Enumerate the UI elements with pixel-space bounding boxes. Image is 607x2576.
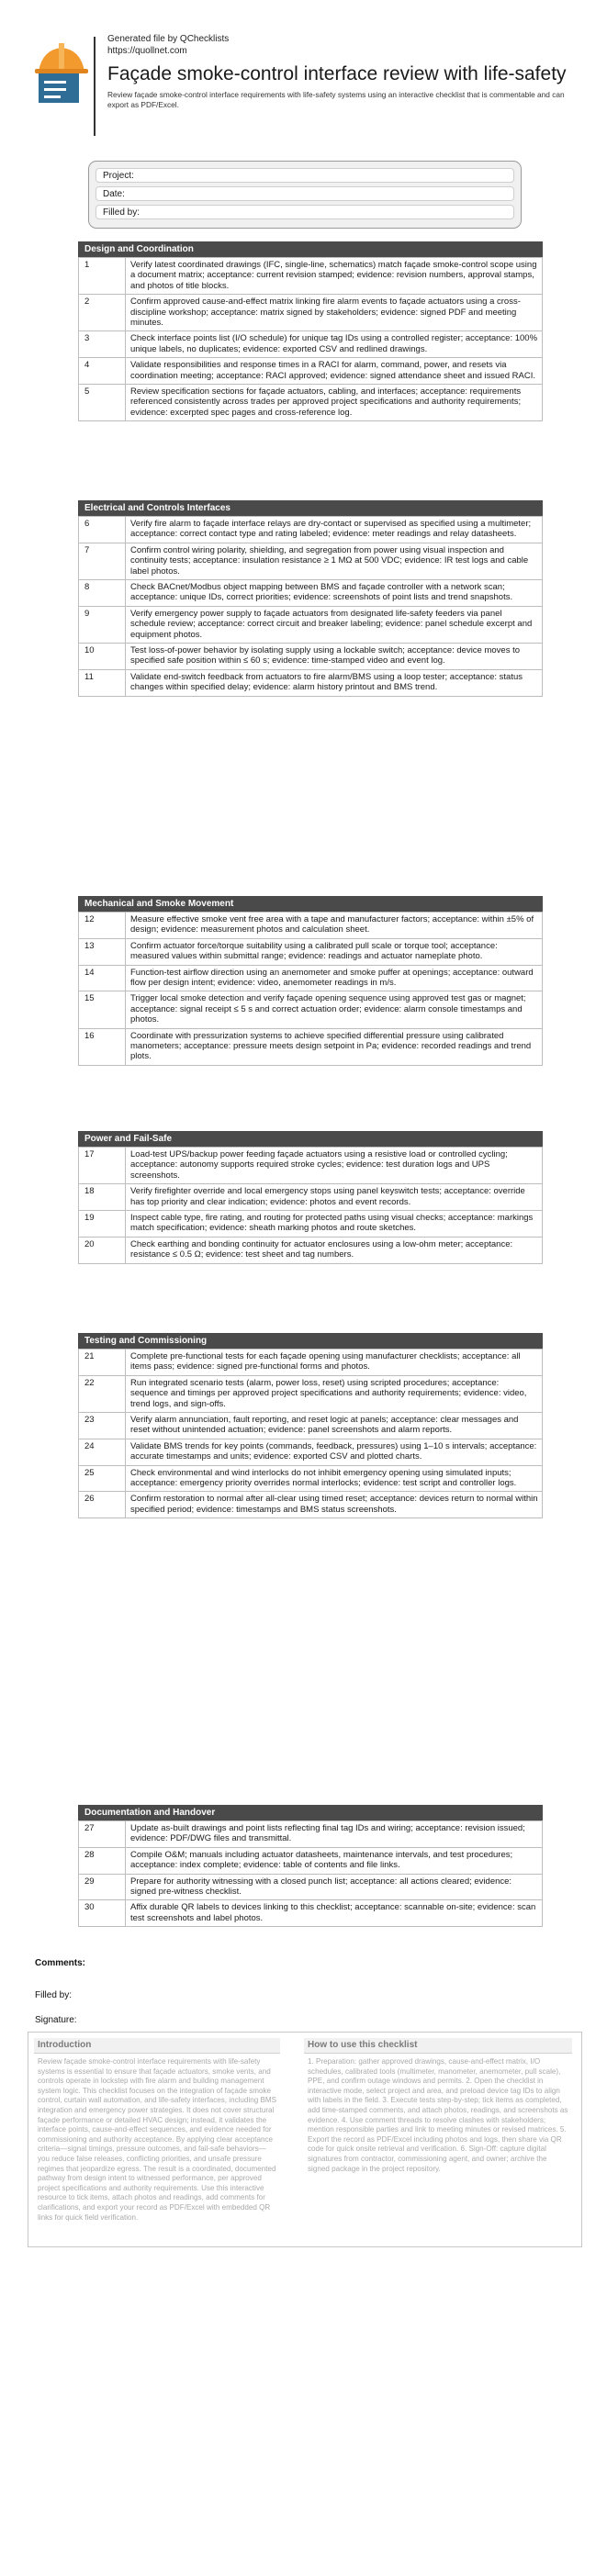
checklist-row[interactable] [79, 644, 543, 670]
item-number: 10 [79, 644, 126, 670]
section-title: Mechanical and Smoke Movement [78, 896, 543, 912]
section-title: Testing and Commissioning [78, 1333, 543, 1349]
item-number: 18 [79, 1184, 126, 1211]
checklist-row[interactable] [79, 543, 543, 579]
section-power-failsafe [78, 1131, 543, 1264]
filled-by-field[interactable]: Filled by: [96, 205, 514, 219]
date-field[interactable]: Date: [96, 186, 514, 201]
item-number: 7 [79, 543, 126, 579]
checklist-row[interactable] [79, 258, 543, 295]
section-testing-commissioning [78, 1333, 543, 1518]
item-text: Review specification sections for façade actuators, cabling, and interfaces; acceptance: requirements referenced consistently across trades per approved project specifications and authority requirements; evidence: excerpted spec pages and cross-reference log. [126, 385, 543, 421]
item-number: 6 [79, 517, 126, 543]
source-url-link[interactable]: https://quollnet.com [107, 46, 187, 56]
checklist-row[interactable] [79, 669, 543, 696]
checklist-row[interactable] [79, 1350, 543, 1376]
item-number: 8 [79, 580, 126, 607]
item-text: Check BACnet/Modbus object mapping between BMS and façade controller with a network scan; acceptance: unique IDs, correct priorities; evidence: screenshots of point lists and trend snapshots. [126, 580, 543, 607]
document-header [35, 33, 577, 143]
item-text: Update as-built drawings and point lists reflecting final tag IDs and wiring; acceptance: revision issued; evidence: PDF/DWG files and transmittal. [126, 1821, 543, 1848]
page-subtitle: Review façade smoke-control interface requirements with life-safety systems using an interactive checklist that is commentable and can export as PDF/Excel. [107, 90, 565, 109]
checklist-row[interactable] [79, 385, 543, 421]
item-number: 15 [79, 991, 126, 1028]
item-text: Prepare for authority witnessing with a closed punch list; acceptance: all actions cleared; evidence: signed pre-witness checklist. [126, 1874, 543, 1900]
item-number: 29 [79, 1874, 126, 1900]
item-text: Confirm approved cause-and-effect matrix linking fire alarm events to façade actuators using a cross-discipline workshop; acceptance: matrix signed by stakeholders; evidence: signed PDF and meeting minutes. [126, 295, 543, 331]
comments-label[interactable]: Comments: [35, 1958, 86, 1968]
item-number: 4 [79, 358, 126, 385]
checklist-row[interactable] [79, 991, 543, 1028]
item-text: Complete pre-functional tests for each façade opening using manufacturer checklists; acceptance: all items pass; evidence: signed pre-functional forms and photos. [126, 1350, 543, 1376]
introduction-heading: Introduction [34, 2038, 280, 2054]
checklist-table [78, 1349, 543, 1518]
section-title: Documentation and Handover [78, 1805, 543, 1820]
generated-by-text: Generated file by QChecklists [107, 34, 230, 44]
item-text: Affix durable QR labels to devices linking to this checklist; acceptance: scannable on-site; evidence: scan test screenshots and label photos. [126, 1900, 543, 1927]
item-number: 19 [79, 1211, 126, 1238]
item-text: Confirm control wiring polarity, shielding, and segregation from power using visual inspection and continuity tests; acceptance: insulation resistance ≥ 1 MΩ at 500 VDC; evidence: IR test logs and cable label photos. [126, 543, 543, 579]
item-number: 5 [79, 385, 126, 421]
item-text: Coordinate with pressurization systems to achieve specified differential pressure using calibrated manometers; acceptance: pressure meets design setpoint in Pa; evidence: recorded readings and trend plots. [126, 1028, 543, 1065]
section-title: Electrical and Controls Interfaces [78, 500, 543, 516]
item-number: 22 [79, 1375, 126, 1412]
item-number: 26 [79, 1492, 126, 1518]
checklist-row[interactable] [79, 1900, 543, 1927]
checklist-table [78, 1820, 543, 1927]
checklist-row[interactable] [79, 1148, 543, 1184]
checklist-table [78, 1147, 543, 1264]
signature-label[interactable]: Signature: [35, 2015, 77, 2025]
checklist-row[interactable] [79, 965, 543, 991]
item-number: 12 [79, 913, 126, 939]
item-number: 13 [79, 938, 126, 965]
item-number: 21 [79, 1350, 126, 1376]
introduction-column [34, 2038, 280, 2223]
item-number: 24 [79, 1439, 126, 1465]
howto-text: 1. Preparation: gather approved drawings, cause-and-effect matrix, I/O schedules, calibrated tools (multimeter, manometer, anemometer, pull scale), PPE, and confirm outage windows and permits. 2. Open the checklist in interactive mode, select project and area, and preload device tag IDs to align with labels in the field. 3. Execute tests step-by-step; tick items as completed, add time-stamped comments, and attach photos, readings, and screenshots as evidence. 4. Use comment threads to resolve clashes with stakeholders; mention responsible parties and link to meeting minutes or revised matrices. 5. Export the record as PDF/Excel including photos and logs, then share via QR code for quick onsite retrieval and verification. 6. Sign-Off: capture digital signatures from contractor, commissioning agent, and owner; archive the signed package in the project repository. [308, 2057, 568, 2173]
checklist-table [78, 912, 543, 1066]
checklist-row[interactable] [79, 1465, 543, 1492]
item-text: Measure effective smoke vent free area with a tape and manufacturer factors; acceptance: within ±5% of design; evidence: measurement photos and calculation sheet. [126, 913, 543, 939]
howto-heading: How to use this checklist [304, 2038, 572, 2054]
item-number: 28 [79, 1847, 126, 1874]
section-design-coordination [78, 241, 543, 421]
checklist-row[interactable] [79, 1375, 543, 1412]
item-text: Verify latest coordinated drawings (IFC, single-line, schematics) match façade smoke-control scope using a document matrix; acceptance: current revision stamped; evidence: revision numbers, approval stamps, and photos of title blocks. [126, 258, 543, 295]
item-number: 23 [79, 1413, 126, 1439]
checklist-row[interactable] [79, 295, 543, 331]
checklist-table [78, 516, 543, 697]
item-number: 17 [79, 1148, 126, 1184]
item-text: Verify fire alarm to façade interface relays are dry-contact or supervised as specified using a multimeter; acceptance: correct contact type and rating labeled; evidence: meter readings and relay datasheets. [126, 517, 543, 543]
checklist-row[interactable] [79, 1413, 543, 1439]
section-documentation-handover [78, 1805, 543, 1927]
item-number: 16 [79, 1028, 126, 1065]
item-text: Verify alarm annunciation, fault reporting, and reset logic at panels; acceptance: clear messages and reset without unintended actuation; evidence: panel screenshots and alarm reports. [126, 1413, 543, 1439]
item-text: Validate BMS trends for key points (commands, feedback, pressures) using 1–10 s intervals; acceptance: accurate timestamps and units; evidence: exported CSV and plotted charts. [126, 1439, 543, 1465]
item-number: 27 [79, 1821, 126, 1848]
item-text: Check earthing and bonding continuity for actuator enclosures using a low-ohm meter; acceptance: resistance ≤ 0.5 Ω; evidence: test sheet and tag numbers. [126, 1237, 543, 1263]
checklist-row[interactable] [79, 1028, 543, 1065]
intro-howto-box [28, 2032, 582, 2247]
section-title: Design and Coordination [78, 241, 543, 257]
item-number: 30 [79, 1900, 126, 1927]
section-electrical-controls [78, 500, 543, 697]
checklist-row[interactable] [79, 1874, 543, 1900]
checklist-row[interactable] [79, 1439, 543, 1465]
page-title: Façade smoke-control interface review with life-safety [107, 63, 567, 84]
item-text: Function-test airflow direction using an anemometer and smoke puffer at openings; acceptance: outward flow per design intent; evidence: video, anemometer readings in m/s. [126, 965, 543, 991]
item-text: Test loss-of-power behavior by isolating supply using a lockable switch; acceptance: device moves to specified safe position within ≤ 60 s; evidence: time-stamped video and event log. [126, 644, 543, 670]
item-number: 2 [79, 295, 126, 331]
item-text: Check interface points list (I/O schedule) for unique tag IDs using a controlled register; acceptance: 100% unique labels, no duplicates; evidence: exported CSV and redlined drawings. [126, 331, 543, 358]
introduction-text: Review façade smoke-control interface requirements with life-safety systems is essential to ensure that façade actuators, smoke vents, and controls operate in lockstep with fire alarm and building management system logic. This checklist focuses on the integration of façade smoke control, curtain wall automation, and life-safety interfaces, including BMS integration and emergency power strategies. It does not cover structural façade performance or detailed HVAC design; instead, it validates the interface points, cause-and-effect sequences, and evidence needed for commissioning and authority acceptance. By applying clear acceptance criteria—signal timings, pressure outcomes, and fail-safe behaviors—you reduce false releases, conflicting priorities, and unsafe pressure regimes that jeopardize egress. The result is a coordinated, documented pathway from design intent to witnessed performance, per approved project specifications and authority requirements. Use this interactive resource to tick items, attach photos and readings, add comments for clarifications, and export your record as PDF/Excel with embedded QR links for quick field verification. [38, 2057, 277, 2222]
item-text: Inspect cable type, fire rating, and routing for protected paths using visual checks; acceptance: markings match specification; evidence: sheath marking photos and route sketches. [126, 1211, 543, 1238]
item-number: 3 [79, 331, 126, 358]
item-text: Check environmental and wind interlocks do not inhibit emergency opening using simulated inputs; acceptance: emergency priority overrides normal interlocks; evidence: test script and controller logs. [126, 1465, 543, 1492]
checklist-row[interactable] [79, 913, 543, 939]
header-divider [94, 37, 96, 136]
item-text: Validate end-switch feedback from actuators to fire alarm/BMS using a loop tester; acceptance: status changes within specified delay; evidence: alarm history printout and BMS trend. [126, 669, 543, 696]
item-text: Confirm actuator force/torque suitability using a calibrated pull scale or torque tool; acceptance: measured values within submittal range; evidence: readings and actuator nameplate photo. [126, 938, 543, 965]
checklist-row[interactable] [79, 1847, 543, 1874]
item-text: Validate responsibilities and response times in a RACI for alarm, command, power, and resets via coordination meeting; acceptance: RACI approved; evidence: signed attendance sheet and issued RACI. [126, 358, 543, 385]
howto-column [304, 2038, 572, 2174]
item-number: 11 [79, 669, 126, 696]
item-text: Verify emergency power supply to façade actuators from designated life-safety feeders via panel schedule review; acceptance: correct circuit and breaker labeling; evidence: panel schedule excerpt and equipment photos. [126, 606, 543, 643]
item-text: Compile O&M; manuals including actuator datasheets, maintenance intervals, and test procedures; acceptance: index complete; evidence: table of contents and file links. [126, 1847, 543, 1874]
filled-by-label[interactable]: Filled by: [35, 1990, 73, 2000]
item-text: Confirm restoration to normal after all-clear using timed reset; acceptance: devices return to normal within specified period; evidence: timestamps and BMS status screenshots. [126, 1492, 543, 1518]
checklist-row[interactable] [79, 331, 543, 358]
item-text: Load-test UPS/backup power feeding façade actuators using a resistive load or controlled cycling; acceptance: autonomy supports required stroke cycles; evidence: test duration logs and UPS screenshots. [126, 1148, 543, 1184]
item-number: 14 [79, 965, 126, 991]
quollnet-logo-icon [35, 40, 88, 106]
checklist-row[interactable] [79, 1211, 543, 1238]
checklist-row[interactable] [79, 1237, 543, 1263]
item-text: Trigger local smoke detection and verify façade opening sequence using approved test gas or magnet; acceptance: signal receipt ≤ 5 s and correct actuation order; evidence: alarm console timestamps and photos. [126, 991, 543, 1028]
item-number: 25 [79, 1465, 126, 1492]
project-field[interactable]: Project: [96, 168, 514, 183]
section-mechanical-smoke [78, 896, 543, 1066]
checklist-row[interactable] [79, 358, 543, 385]
checklist-row[interactable] [79, 517, 543, 543]
checklist-table [78, 257, 543, 421]
item-number: 9 [79, 606, 126, 643]
checklist-row[interactable] [79, 938, 543, 965]
checklist-row[interactable] [79, 1184, 543, 1211]
checklist-row[interactable] [79, 606, 543, 643]
checklist-row[interactable] [79, 1821, 543, 1848]
section-title: Power and Fail-Safe [78, 1131, 543, 1147]
item-number: 1 [79, 258, 126, 295]
checklist-row[interactable] [79, 580, 543, 607]
checklist-row[interactable] [79, 1492, 543, 1518]
item-text: Run integrated scenario tests (alarm, power loss, reset) using scripted procedures; acceptance: sequence and timings per approved project specifications and authority requirements; evidence: video, trend logs, and sign-offs. [126, 1375, 543, 1412]
project-info-box [88, 161, 522, 229]
item-text: Verify firefighter override and local emergency stops using panel keyswitch tests; acceptance: override has top priority and clear indication; evidence: photos and event records. [126, 1184, 543, 1211]
item-number: 20 [79, 1237, 126, 1263]
